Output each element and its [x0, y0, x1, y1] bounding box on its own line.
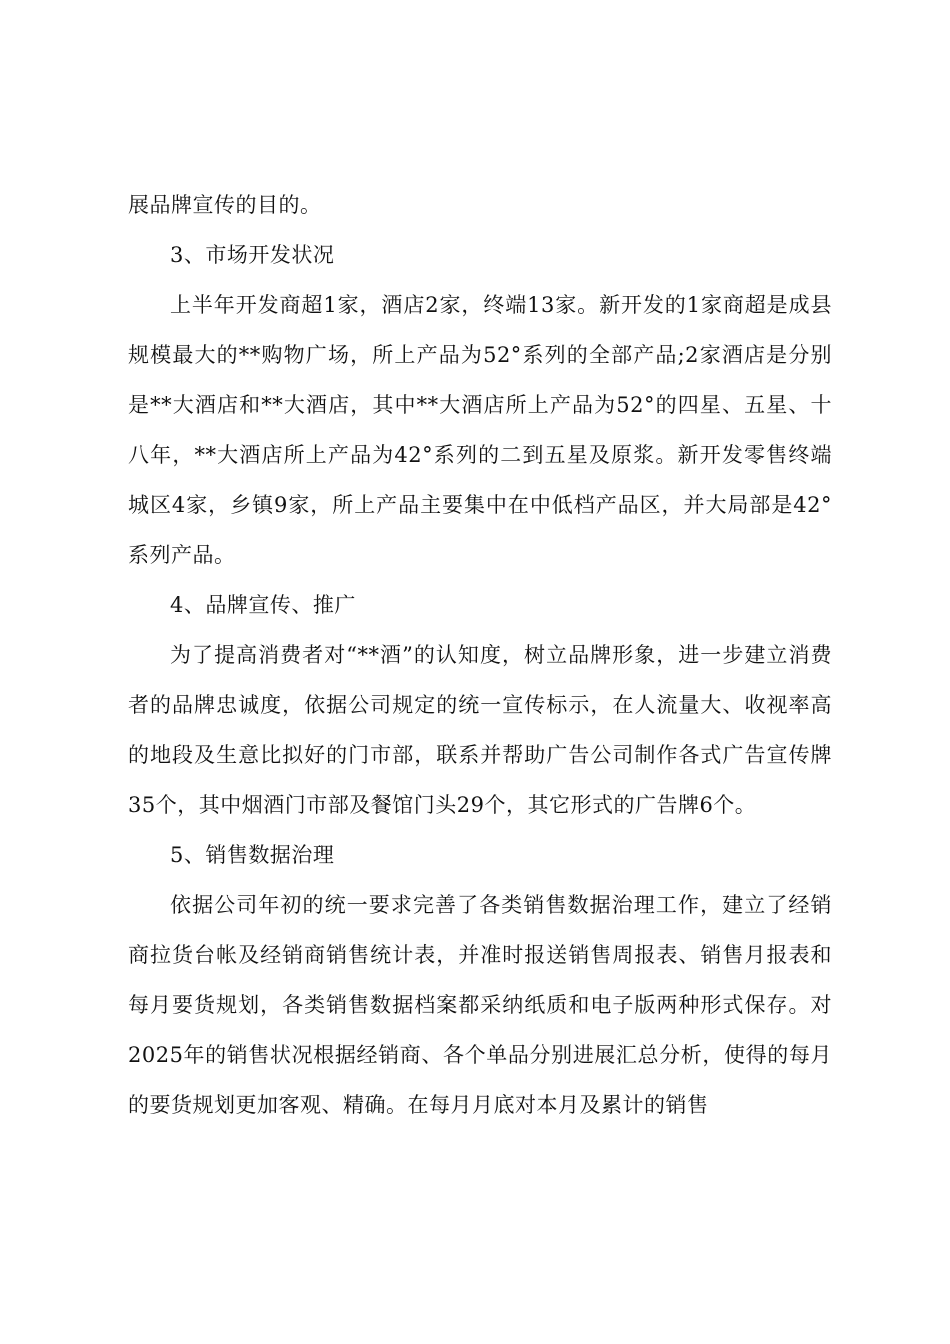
paragraph-sales-data: 依据公司年初的统一要求完善了各类销售数据治理工作，建立了经销商拉货台帐及经销商销售统计表，并准时报送销售周报表、销售月报表和每月要货规划，各类销售数据档案都采纳纸质和电子版两种形式保存。对2025年的销售状况根据经销商、各个单品分别进展汇总分析，使得的每月的要货规划更加客观、精确。在每月月底对本月及累计的销售	[128, 893, 832, 1117]
section-heading-sales-data: 5、销售数据治理	[170, 843, 335, 867]
paragraph-continuation: 展品牌宣传的目的。	[128, 193, 322, 217]
section-heading-market-development: 3、市场开发状况	[170, 243, 335, 267]
paragraph-brand-promotion: 为了提高消费者对“**酒”的认知度，树立品牌形象，进一步建立消费者的品牌忠诚度，依据公司规定的统一宣传标示，在人流量大、收视率高的地段及生意比拟好的门市部，联系并帮助广告公司制作各式广告宣传牌35个，其中烟酒门市部及餐馆门头29个，其它形式的广告牌6个。	[128, 643, 832, 817]
paragraph-market-development: 上半年开发商超1家，酒店2家，终端13家。新开发的1家商超是成县规模最大的**购物广场，所上产品为52°系列的全部产品;2家酒店是分别是**大酒店和**大酒店，其中**大酒店所上产品为52°的四星、五星、十八年，**大酒店所上产品为42°系列的二到五星及原浆。新开发零售终端城区4家，乡镇9家，所上产品主要集中在中低档产品区，并大局部是42°系列产品。	[128, 293, 832, 567]
section-heading-brand-promotion: 4、品牌宣传、推广	[170, 593, 356, 617]
document-body	[128, 180, 832, 1130]
